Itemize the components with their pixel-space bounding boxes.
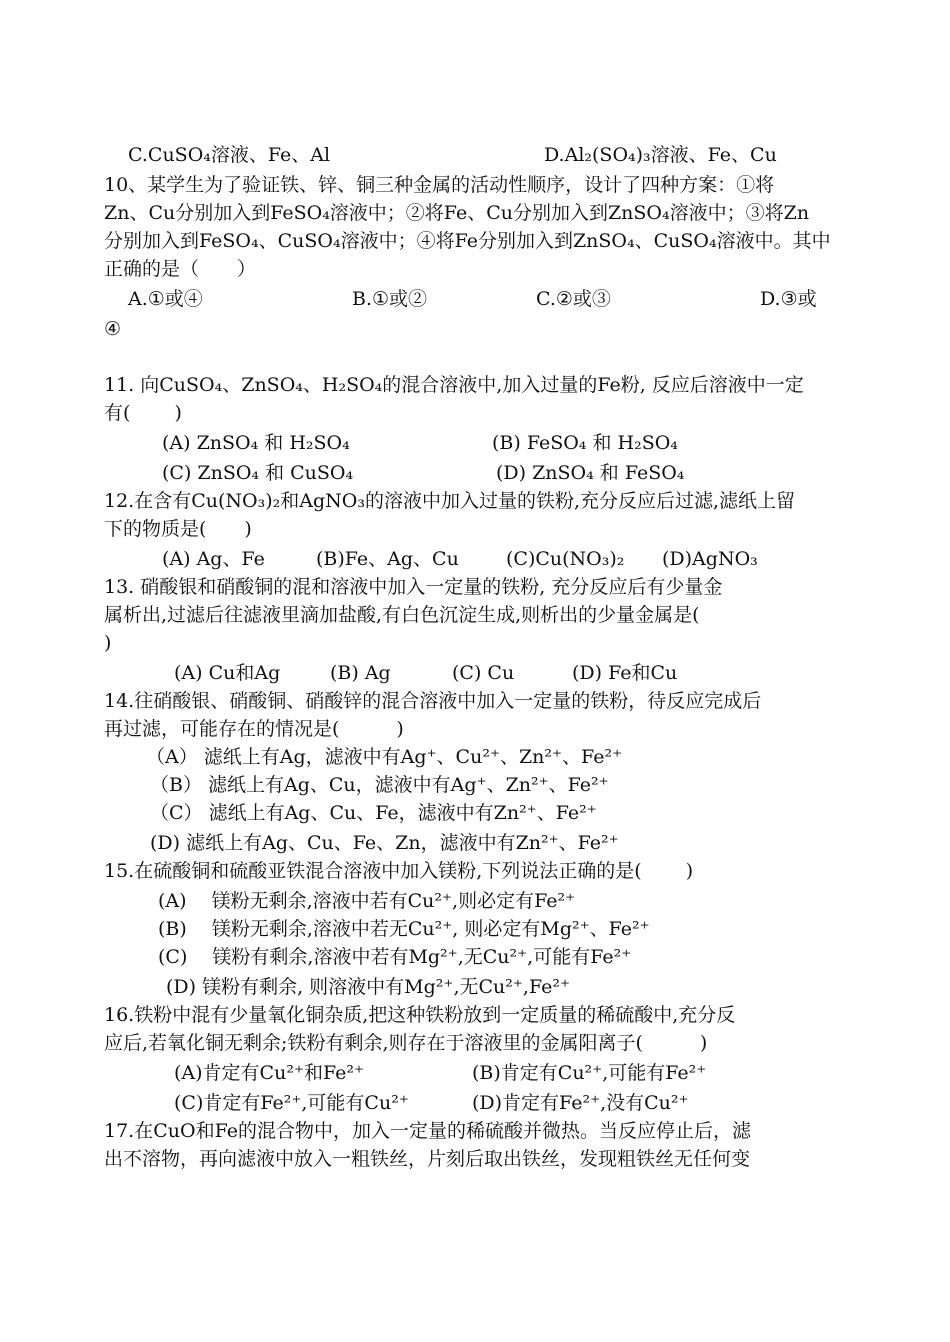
q11-stem-line2: 有( ) [104, 402, 182, 424]
q14-option-b: （B） 滤纸上有Ag、Cu，滤液中有Ag⁺、Zn²⁺、Fe²⁺ [150, 774, 609, 796]
q10-stem-line3: 分别加入到FeSO₄、CuSO₄溶液中；④将Fe分别加入到ZnSO₄、CuSO₄溶液中。其中 [104, 230, 831, 252]
q10-option-a: A.①或④ [128, 288, 203, 310]
q10-stem-line4: 正确的是（ ） [104, 258, 257, 280]
q12-stem-line2: 下的物质是( ) [104, 518, 252, 540]
q12-option-a: (A) Ag、Fe [162, 548, 265, 570]
q11-option-a: (A) ZnSO₄ 和 H₂SO₄ [162, 432, 350, 454]
q15-option-a: (A) 镁粉无剩余,溶液中若有Cu²⁺,则必定有Fe²⁺ [158, 890, 576, 912]
q17-stem-line2: 出不溶物，再向滤液中放入一粗铁丝，片刻后取出铁丝，发现粗铁丝无任何变 [104, 1148, 751, 1170]
q14-option-d: (D) 滤纸上有Ag、Cu、Fe、Zn，滤液中有Zn²⁺、Fe²⁺ [150, 832, 619, 854]
q13-option-b: (B) Ag [330, 662, 391, 684]
q10-option-d: D.③或 [760, 288, 817, 310]
q16-stem-line1: 16.铁粉中混有少量氧化铜杂质,把这种铁粉放到一定质量的稀硫酸中,充分反 [104, 1004, 736, 1026]
q10-option-b: B.①或② [352, 288, 428, 310]
q15-option-b: (B) 镁粉无剩余,溶液中若无Cu²⁺, 则必定有Mg²⁺、Fe²⁺ [158, 918, 650, 940]
q16-option-a: (A)肯定有Cu²⁺和Fe²⁺ [174, 1062, 365, 1084]
q12-option-b: (B)Fe、Ag、Cu [316, 548, 459, 570]
q13-stem-line2: 属析出,过滤后往滤液里滴加盐酸,有白色沉淀生成,则析出的少量金属是( [104, 604, 700, 626]
q10-option-c: C.②或③ [536, 288, 611, 310]
q10-stem-line1: 10、某学生为了验证铁、锌、铜三种金属的活动性顺序，设计了四种方案：①将 [104, 174, 775, 196]
q16-stem-line2: 应后,若氧化铜无剩余;铁粉有剩余,则存在于溶液里的金属阳离子( ) [104, 1032, 708, 1054]
q12-stem-line1: 12.在含有Cu(NO₃)₂和AgNO₃的溶液中加入过量的铁粉,充分反应后过滤,滤纸上留 [104, 490, 796, 512]
q16-option-b: (B)肯定有Cu²⁺,可能有Fe²⁺ [472, 1062, 707, 1084]
q11-option-d: (D) ZnSO₄ 和 FeSO₄ [496, 462, 685, 484]
q11-option-c: (C) ZnSO₄ 和 CuSO₄ [162, 462, 354, 484]
q16-option-d: (D)肯定有Fe²⁺,没有Cu²⁺ [472, 1092, 689, 1114]
q15-stem: 15.在硫酸铜和硫酸亚铁混合溶液中加入镁粉,下列说法正确的是( ) [104, 860, 694, 882]
q16-option-c: (C)肯定有Fe²⁺,可能有Cu²⁺ [174, 1092, 409, 1114]
q13-stem-line3: ) [104, 632, 112, 654]
q11-option-b: (B) FeSO₄ 和 H₂SO₄ [492, 432, 678, 454]
q13-option-d: (D) Fe和Cu [572, 662, 678, 684]
q15-option-c: (C) 镁粉有剩余,溶液中若有Mg²⁺,无Cu²⁺,可能有Fe²⁺ [158, 946, 632, 968]
q13-option-a: (A) Cu和Ag [174, 662, 281, 684]
q14-stem-line1: 14.往硝酸银、硝酸铜、硝酸锌的混合溶液中加入一定量的铁粉，待反应完成后 [104, 690, 762, 712]
q12-option-d: (D)AgNO₃ [662, 548, 758, 570]
q10-stem-line2: Zn、Cu分别加入到FeSO₄溶液中；②将Fe、Cu分别加入到ZnSO₄溶液中；③将Zn [104, 202, 810, 224]
q15-option-d: (D) 镁粉有剩余, 则溶液中有Mg²⁺,无Cu²⁺,Fe²⁺ [166, 976, 570, 998]
q10-option-d-cont: ④ [104, 318, 122, 340]
q14-option-a: （A） 滤纸上有Ag，滤液中有Ag⁺、Cu²⁺、Zn²⁺、Fe²⁺ [146, 746, 623, 768]
q14-option-c: （C） 滤纸上有Ag、Cu、Fe，滤液中有Zn²⁺、Fe²⁺ [150, 802, 597, 824]
q14-stem-line2: 再过滤，可能存在的情况是( ) [104, 718, 404, 740]
q11-stem-line1: 11. 向CuSO₄、ZnSO₄、H₂SO₄的混合溶液中,加入过量的Fe粉, 反应后溶液中一定 [104, 374, 804, 396]
q13-option-c: (C) Cu [452, 662, 515, 684]
q9-option-d: D.Al₂(SO₄)₃溶液、Fe、Cu [544, 144, 777, 166]
q12-option-c: (C)Cu(NO₃)₂ [506, 548, 625, 570]
q13-stem-line1: 13. 硝酸银和硝酸铜的混和溶液中加入一定量的铁粉, 充分反应后有少量金 [104, 576, 723, 598]
q9-option-c: C.CuSO₄溶液、Fe、Al [128, 144, 331, 166]
q17-stem-line1: 17.在CuO和Fe的混合物中，加入一定量的稀硫酸并微热。当反应停止后，滤 [104, 1120, 751, 1142]
